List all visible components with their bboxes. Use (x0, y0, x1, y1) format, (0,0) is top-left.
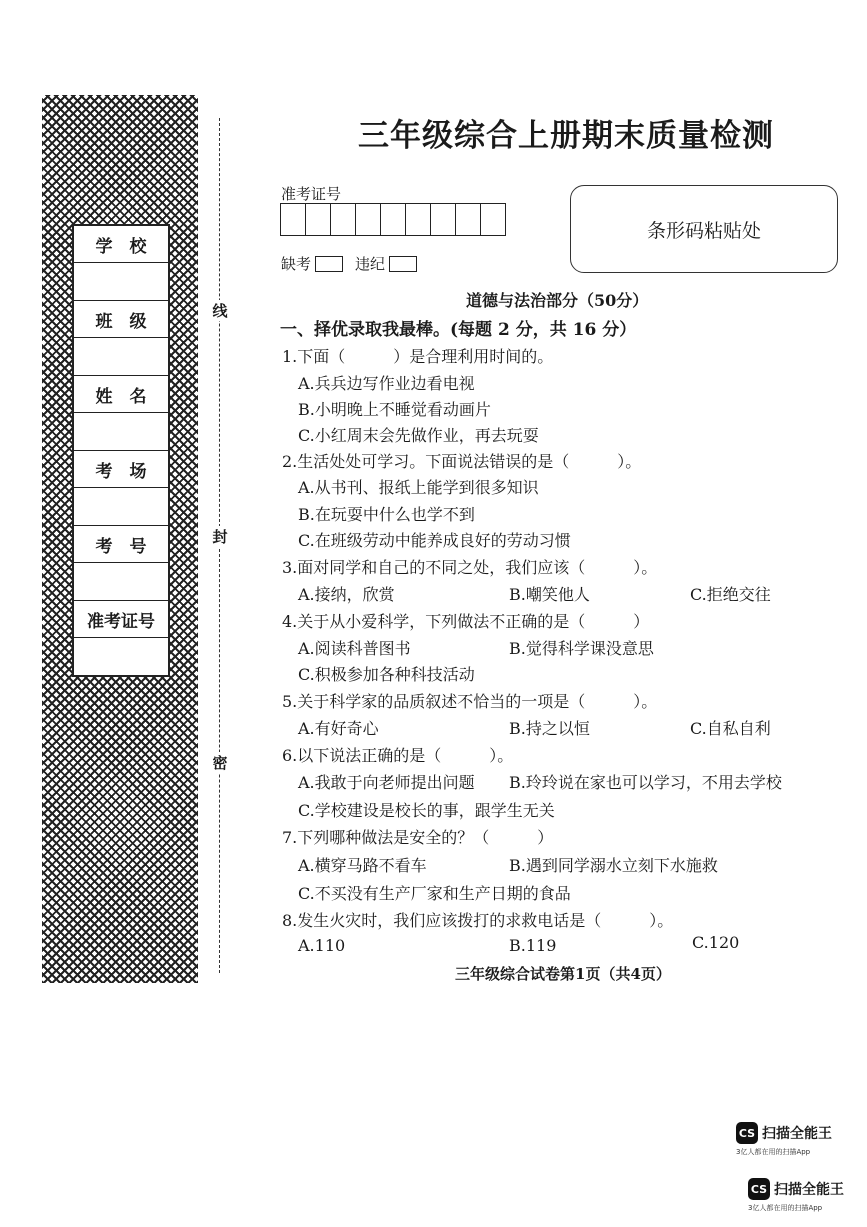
ticket-digit-box[interactable] (306, 204, 331, 235)
watermark-app-name: 扫描全能王 (762, 1126, 832, 1142)
info-field-ticket (74, 638, 168, 675)
question-4: 4.关于从小爱科学，下列做法不正确的是（ ） (282, 612, 650, 631)
ticket-digit-box[interactable] (481, 204, 505, 235)
scanner-watermark (736, 1122, 832, 1157)
student-info-table (72, 224, 170, 677)
q2-option-c: C.在班级劳动中能养成良好的劳动习惯 (298, 531, 571, 550)
watermark-tagline: 3亿人都在用的扫描App (736, 1148, 811, 1156)
q7-option-b: B.遇到同学溺水立刻下水施救 (509, 856, 718, 875)
page-footer: 三年级综合试卷第1页（共4页） (455, 965, 671, 983)
q1-option-b: B.小明晚上不睡觉看动画片 (298, 400, 491, 419)
barcode-label: 条形码粘贴处 (646, 219, 761, 242)
absent-checkbox[interactable] (315, 256, 343, 272)
question-8: 8.发生火灾时，我们应该拨打的求救电话是（ ）。 (282, 911, 674, 930)
watermark-tagline: 3亿人都在用的扫描App (748, 1204, 823, 1212)
q4-option-b: B.觉得科学课没意思 (509, 639, 654, 658)
q1-option-c: C.小红周末会先做作业，再去玩耍 (298, 426, 539, 445)
q3-option-a: A.接纳，欣赏 (298, 585, 395, 604)
q2-option-b: B.在玩耍中什么也学不到 (298, 505, 475, 524)
info-field-class (74, 338, 168, 376)
camscanner-logo-icon: CS (736, 1122, 758, 1144)
q7-option-c: C.不买没有生产厂家和生产日期的食品 (298, 884, 571, 903)
ticket-digit-box[interactable] (431, 204, 456, 235)
violation-label: 违纪 (355, 255, 386, 273)
page-title: 三年级综合上册期末质量检测 (358, 118, 774, 154)
question-2: 2.生活处处可学习。下面说法错误的是（ ）。 (282, 452, 642, 471)
section-title: 道德与法治部分（50分） (466, 291, 649, 310)
info-label-class: 班 级 (74, 301, 168, 338)
q7-option-a: A.横穿马路不看车 (298, 856, 427, 875)
watermark-app-name: 扫描全能王 (774, 1182, 844, 1198)
info-label-ticket: 准考证号 (74, 601, 168, 638)
q4-option-c: C.积极参加各种科技活动 (298, 665, 475, 684)
q8-option-b: B.119 (509, 936, 557, 955)
ticket-digit-box[interactable] (356, 204, 381, 235)
info-field-exam-room (74, 488, 168, 526)
q3-option-c: C.拒绝交往 (690, 585, 771, 604)
cut-mark-line: 线 (212, 302, 228, 320)
ticket-number-label: 准考证号 (281, 185, 342, 203)
ticket-number-boxes[interactable] (280, 203, 506, 236)
ticket-digit-box[interactable] (331, 204, 356, 235)
q2-option-a: A.从书刊、报纸上能学到很多知识 (298, 478, 539, 497)
q6-option-a: A.我敢于向老师提出问题 (298, 773, 475, 792)
cut-mark-secret: 密 (212, 754, 228, 772)
question-1: 1.下面（ ）是合理利用时间的。 (282, 347, 554, 366)
q6-option-c: C.学校建设是校长的事，跟学生无关 (298, 801, 555, 820)
info-field-school (74, 263, 168, 301)
info-label-name: 姓 名 (74, 376, 168, 413)
camscanner-logo-icon: CS (748, 1178, 770, 1200)
q3-option-b: B.嘲笑他人 (509, 585, 590, 604)
q5-option-c: C.自私自利 (690, 719, 771, 738)
q8-option-a: A.110 (298, 936, 346, 955)
q6-option-b: B.玲玲说在家也可以学习，不用去学校 (509, 773, 782, 792)
question-3: 3.面对同学和自己的不同之处，我们应该（ ）。 (282, 558, 658, 577)
absent-label: 缺考 (281, 255, 312, 273)
q4-option-a: A.阅读科普图书 (298, 639, 411, 658)
barcode-area (570, 185, 838, 273)
question-5: 5.关于科学家的品质叙述不恰当的一项是（ ）。 (282, 692, 658, 711)
question-7: 7.下列哪种做法是安全的？（ ） (282, 828, 554, 847)
info-label-exam-room: 考 场 (74, 451, 168, 488)
scanner-watermark-2 (748, 1178, 844, 1213)
q5-option-b: B.持之以恒 (509, 719, 590, 738)
ticket-digit-box[interactable] (456, 204, 481, 235)
cut-mark-seal: 封 (212, 528, 228, 546)
info-field-name (74, 413, 168, 451)
info-field-exam-number (74, 563, 168, 601)
q1-option-a: A.兵兵边写作业边看电视 (298, 374, 475, 393)
info-label-exam-number: 考 号 (74, 526, 168, 563)
question-6: 6.以下说法正确的是（ ）。 (282, 746, 514, 765)
absence-row (281, 253, 429, 274)
part-title: 一、择优录取我最棒。(每题 2 分，共 16 分） (280, 320, 637, 340)
q8-option-c: C.120 (692, 933, 740, 952)
ticket-digit-box[interactable] (381, 204, 406, 235)
info-label-school: 学 校 (74, 226, 168, 263)
violation-checkbox[interactable] (389, 256, 417, 272)
ticket-digit-box[interactable] (281, 204, 306, 235)
q5-option-a: A.有好奇心 (298, 719, 379, 738)
ticket-digit-box[interactable] (406, 204, 431, 235)
